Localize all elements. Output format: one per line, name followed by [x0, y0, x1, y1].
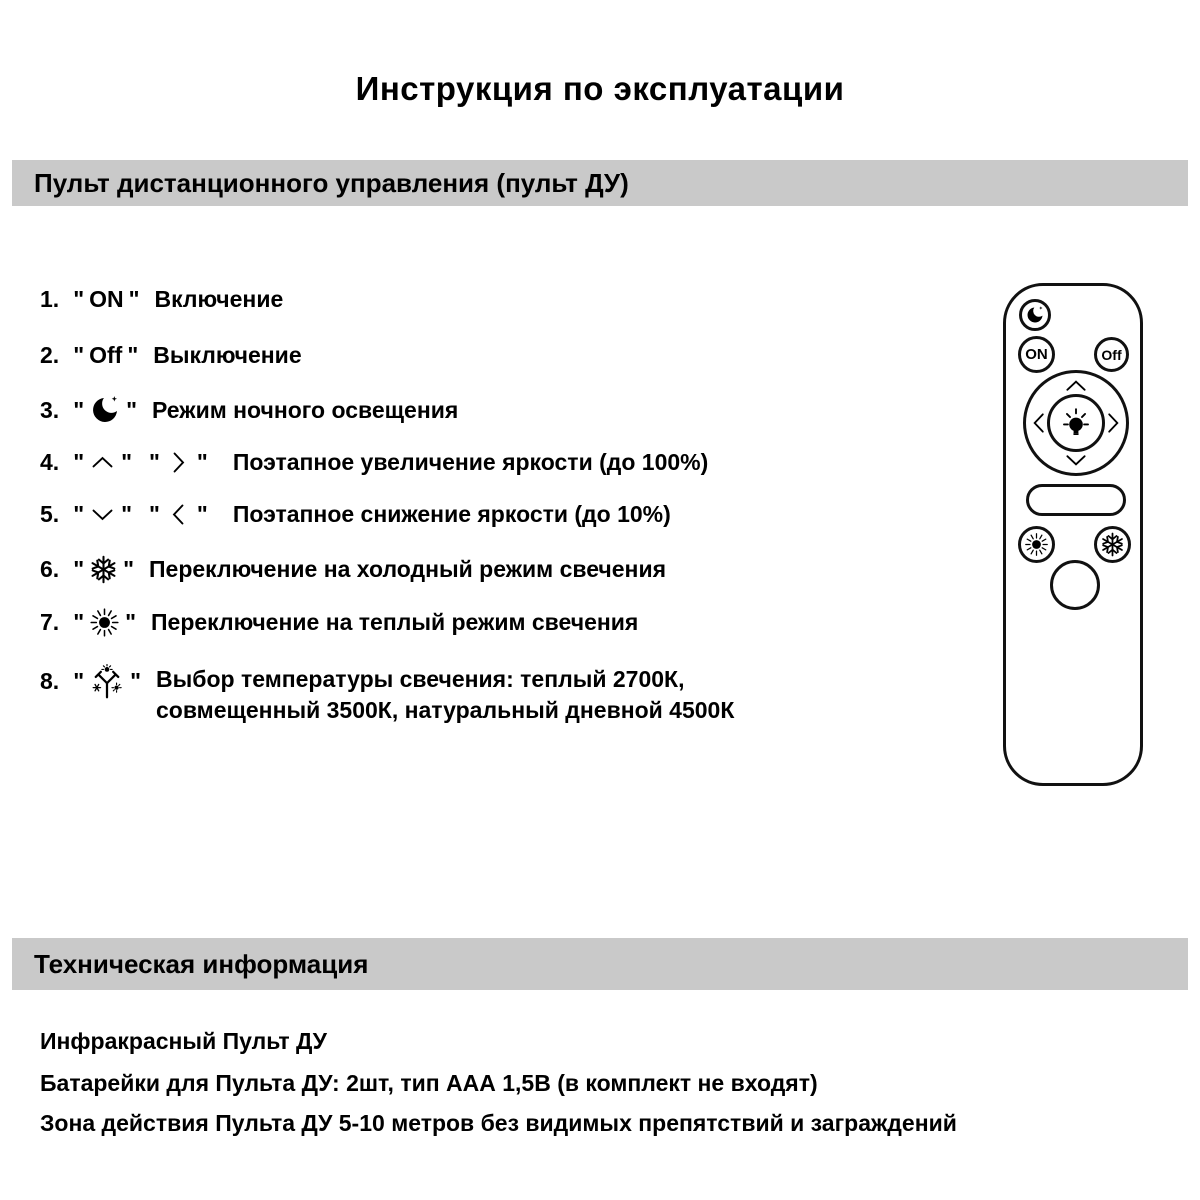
sun-icon [1024, 532, 1049, 557]
quote-mark: " [73, 609, 85, 635]
color-temperature-icon [89, 664, 125, 700]
moon-icon [1025, 305, 1045, 325]
quote-mark: " [127, 342, 139, 368]
list-item-on [40, 286, 283, 313]
list-item-brightness-up [40, 449, 708, 476]
quote-mark: " [126, 396, 137, 423]
item-number: 4. [40, 449, 60, 475]
chevron-down-icon [89, 501, 116, 528]
remote-on-label: ON [1025, 346, 1048, 363]
quote-mark: " [73, 286, 85, 312]
section-heading-remote [12, 160, 1188, 206]
item-number: 7. [40, 609, 60, 635]
tech-info-line: Инфракрасный Пульт ДУ [40, 1028, 327, 1054]
remote-cold-mode-button [1094, 526, 1131, 563]
on-key-label: ON [89, 286, 124, 312]
item-number: 1. [40, 286, 60, 312]
remote-on-button [1018, 336, 1055, 373]
item-label [156, 664, 876, 726]
chevron-right-icon [165, 449, 192, 476]
item-label: Переключение на теплый режим свечения [151, 609, 639, 635]
page-title: Инструкция по эксплуатации [355, 70, 845, 107]
section-heading-tech [12, 938, 1188, 990]
list-item-brightness-down [40, 501, 671, 528]
chevron-left-icon [165, 501, 192, 528]
item-label: Поэтапное снижение яркости (до 10%) [232, 501, 671, 527]
remote-light-bulb-button [1047, 394, 1105, 452]
remote-warm-mode-button [1018, 526, 1055, 563]
sun-icon [89, 607, 120, 638]
item-label: Поэтапное увеличение яркости (до 100%) [232, 449, 709, 475]
quote-mark: " [121, 501, 132, 527]
list-item-warm-mode [40, 607, 638, 638]
item-label: Включение [154, 286, 284, 312]
item-number: 5. [40, 501, 60, 527]
item-label: Режим ночного освещения [152, 396, 459, 423]
light-bulb-icon [1059, 406, 1093, 440]
quote-mark: " [149, 501, 160, 527]
quote-mark: " [73, 342, 85, 368]
quote-mark: " [73, 449, 85, 475]
snowflake-icon [89, 555, 118, 584]
remote-pill-button [1026, 484, 1126, 516]
list-item-color-temperature [40, 664, 876, 726]
chevron-up-icon [89, 449, 116, 476]
remote-off-label: Off [1101, 346, 1122, 363]
remote-round-button [1050, 560, 1100, 610]
snowflake-icon [1100, 532, 1125, 557]
tech-info-line: Зона действия Пульта ДУ 5-10 метров без видимых препятствий и заграждений [40, 1110, 957, 1136]
quote-mark: " [125, 609, 136, 635]
remote-control-figure [1003, 283, 1143, 786]
list-item-off [40, 342, 302, 369]
quote-mark: " [196, 501, 208, 527]
section-heading-tech-text: Техническая информация [34, 948, 369, 979]
item-label: Переключение на холодный режим свечения [149, 556, 667, 582]
quote-mark: " [73, 668, 85, 694]
quote-mark: " [123, 556, 134, 582]
moon-icon [89, 394, 121, 426]
item-number: 8. [40, 668, 60, 694]
remote-off-button [1094, 337, 1129, 372]
quote-mark: " [121, 449, 132, 475]
item-number: 3. [40, 396, 60, 423]
item-number: 6. [40, 556, 60, 582]
tech-info-line: Батарейки для Пульта ДУ: 2шт, тип ААА 1,5В (в комплект не входят) [40, 1070, 818, 1096]
list-item-night-mode [40, 394, 458, 426]
off-key-label: Off [89, 342, 123, 368]
quote-mark: " [196, 449, 208, 475]
section-heading-remote-text: Пульт дистанционного управления (пульт ДУ) [34, 167, 629, 198]
quote-mark: " [128, 286, 140, 312]
item-number: 2. [40, 342, 60, 368]
remote-brightness-dpad [1023, 370, 1129, 476]
quote-mark: " [130, 668, 141, 694]
quote-mark: " [73, 396, 85, 423]
item-label-line1: Выбор температуры свечения: теплый 2700К, [156, 666, 685, 692]
quote-mark: " [73, 501, 85, 527]
item-label-line2: совмещенный 3500К, натуральный дневной 4500К [156, 697, 735, 723]
remote-night-mode-button [1019, 299, 1051, 331]
item-label: Выключение [153, 342, 302, 368]
quote-mark: " [149, 449, 160, 475]
list-item-cold-mode [40, 555, 666, 584]
quote-mark: " [73, 556, 85, 582]
